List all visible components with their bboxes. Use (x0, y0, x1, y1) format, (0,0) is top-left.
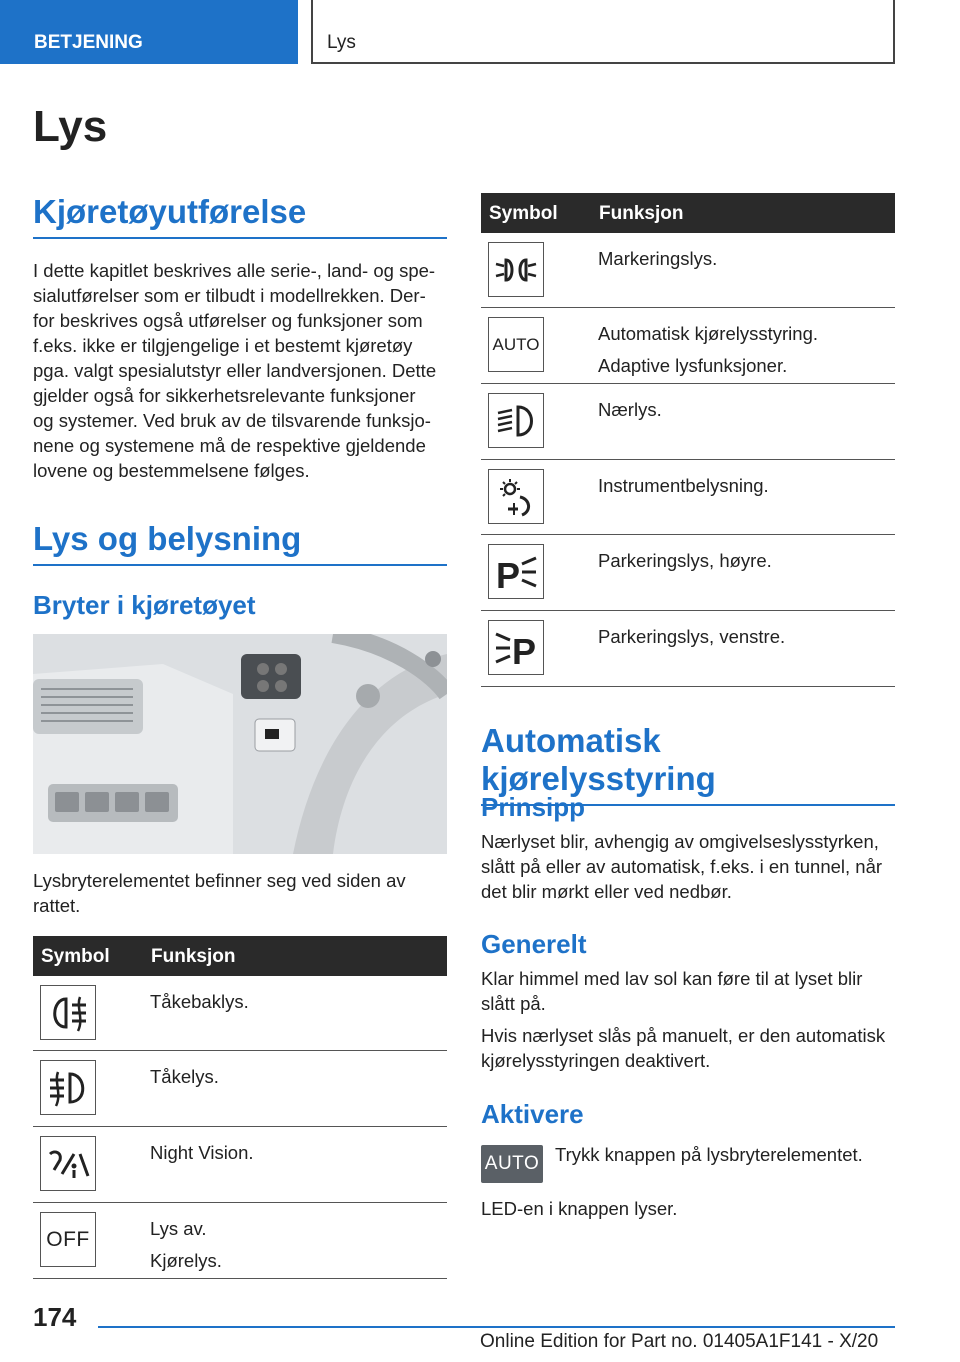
text-line: og systemer. Ved bruk av de tilsvarende funksjo- (33, 410, 431, 431)
light-switch-photo (33, 634, 447, 854)
text-line: lovene og bestemmelsene følges. (33, 460, 310, 481)
heading-switch: Bryter i kjøretøyet (33, 590, 256, 620)
text-line: Lysbryterelementet befinner seg ved siden av (33, 870, 406, 891)
svg-text:P: P (496, 554, 521, 594)
text-line: Kjørelys. (150, 1250, 222, 1271)
activate-text: Trykk knappen på lysbryterelementet. (555, 1144, 863, 1165)
text-line: sialutførelser som er tilbudt i modellrekken. Der- (33, 285, 426, 306)
header-symbol: Symbol (41, 946, 110, 967)
heading-activate: Aktivere (481, 1099, 584, 1129)
table-row (33, 1127, 447, 1203)
heading-lights: Lys og belysning (33, 520, 447, 566)
table-row (481, 611, 895, 687)
general-text-1 (481, 966, 895, 1016)
text-line: slått på. (481, 993, 546, 1014)
function-text (598, 621, 888, 653)
heading-automatic-headlight: Automatisk kjørelysstyring (481, 722, 895, 806)
header-function: Funksjon (151, 946, 236, 967)
text-line: kjørelysstyringen deaktivert. (481, 1050, 711, 1071)
text-line: Tåkelys. (150, 1066, 219, 1087)
function-text (598, 394, 888, 426)
parking-light-left-icon (488, 620, 544, 675)
function-text (150, 1061, 440, 1093)
function-text (150, 1137, 440, 1169)
text-line: I dette kapitlet beskrives alle serie-, land- og spe- (33, 260, 436, 281)
heading-general: Generelt (481, 929, 587, 959)
table-row (33, 1203, 447, 1279)
text-line: Nærlys. (598, 399, 662, 420)
text-line: Adaptive lysfunksjoner. (598, 355, 788, 376)
text-line: Instrumentbelysning. (598, 475, 769, 496)
footer-edition: Online Edition for Part no. 01405A1F141 - X/20 (480, 1331, 879, 1352)
header-symbol: Symbol (489, 203, 558, 224)
text-line: slått på eller av automatisk, f.eks. i en tunnel, når (481, 856, 883, 877)
text-line: Night Vision. (150, 1142, 254, 1163)
text-line: for beskrives også utførelser og funksjoner som (33, 310, 423, 331)
chapter-tab[interactable]: Lys (311, 0, 895, 64)
front-fog-light-icon (40, 1060, 96, 1115)
table-row (481, 308, 895, 384)
symbol-table-right (481, 193, 895, 687)
page-title: Lys (33, 102, 108, 151)
auto-label: AUTO (492, 334, 540, 354)
table-row (481, 460, 895, 535)
heading-principle: Prinsipp (481, 792, 586, 822)
text-line: Lys av. (150, 1218, 207, 1239)
text-line: Parkeringslys, venstre. (598, 626, 786, 647)
general-text-2 (481, 1023, 895, 1073)
text-line: Markeringslys. (598, 248, 718, 269)
table-row (481, 233, 895, 308)
text-line: nene og systemene må de respektive gjeldende (33, 435, 426, 456)
text-line: f.eks. ikke er tilgjengelige i et bestemt kjøretøy (33, 335, 413, 356)
off-icon (40, 1212, 96, 1267)
function-text (598, 243, 888, 275)
marker-light-icon (488, 242, 544, 297)
auto-icon (488, 317, 544, 372)
table-row (33, 976, 447, 1051)
footer-divider (98, 1326, 895, 1328)
function-text (598, 318, 888, 382)
table-row (481, 384, 895, 460)
vehicle-equipment-text (33, 258, 447, 483)
symbol-table-left (33, 936, 447, 1279)
svg-text:P: P (512, 630, 537, 670)
night-vision-icon (40, 1136, 96, 1191)
switch-caption (33, 868, 447, 918)
instrument-lighting-icon (488, 469, 544, 524)
principle-text (481, 829, 895, 904)
header-function: Funksjon (599, 203, 684, 224)
text-line: gjelder også for sikkerhetsrelevante funksjoner (33, 385, 416, 406)
parking-light-right-icon (488, 544, 544, 599)
table-header (33, 936, 447, 976)
off-label: OFF (46, 1227, 90, 1251)
function-text (150, 1213, 440, 1277)
text-line: det blir mørkt eller ved nedbør. (481, 881, 732, 902)
text-line: Klar himmel med lav sol kan føre til at lyset blir (481, 968, 863, 989)
text-line: Tåkebaklys. (150, 991, 249, 1012)
section-tab[interactable]: BETJENING (0, 0, 298, 64)
text-line: Parkeringslys, høyre. (598, 550, 772, 571)
dashboard-illustration (33, 634, 447, 854)
text-line: Automatisk kjørelysstyring. (598, 323, 818, 344)
function-text (598, 545, 888, 577)
table-row (33, 1051, 447, 1127)
text-line: rattet. (33, 895, 81, 916)
rear-fog-light-icon (40, 985, 96, 1040)
low-beam-icon (488, 393, 544, 448)
text-line: Hvis nærlyset slås på manuelt, er den automatisk (481, 1025, 886, 1046)
function-text (598, 470, 888, 502)
table-row (481, 535, 895, 611)
page-number: 174 (33, 1302, 77, 1332)
page-header (0, 0, 960, 66)
table-header (481, 193, 895, 233)
led-text: LED-en i knappen lyser. (481, 1198, 678, 1219)
auto-button[interactable]: AUTO (481, 1145, 543, 1183)
text-line: pga. valgt spesialutstyr eller landversjonen. Dette (33, 360, 437, 381)
heading-vehicle-equipment: Kjøretøyutførelse (33, 193, 447, 239)
text-line: Nærlyset blir, avhengig av omgivelseslysstyrken, (481, 831, 879, 852)
function-text (150, 986, 440, 1018)
